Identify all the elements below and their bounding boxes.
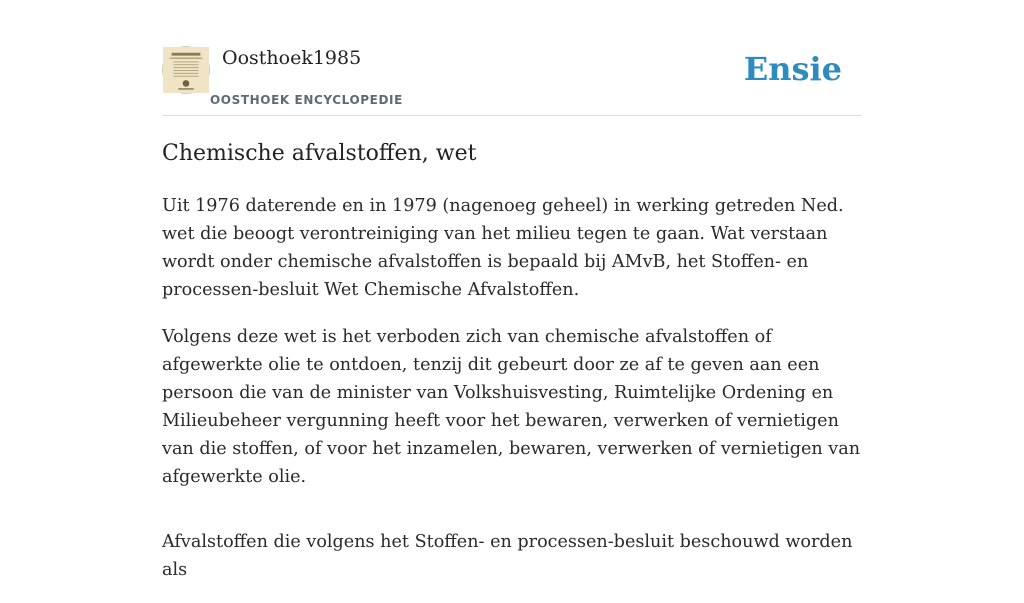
encyclopedia-cover-icon (163, 47, 209, 93)
article-paragraph: Uit 1976 daterende en in 1979 (nagenoeg geheel) in werking getreden Ned. wet die beoogt verontreiniging van het milieu tegen te gaan. Wat verstaan wordt onder chemische afvalstoffen is bepaald bij AMvB, het Stoffen- en processen-besluit Wet Chemische Afvalstoffen. (162, 196, 844, 300)
article-body (162, 192, 862, 603)
article-title: Chemische afvalstoffen, wet (162, 141, 477, 166)
ensie-logo[interactable]: Ensie (743, 50, 842, 88)
header (162, 0, 862, 116)
author-avatar[interactable] (162, 46, 210, 94)
page (162, 0, 862, 580)
article-paragraph: Volgens deze wet is het verboden zich van chemische afvalstoffen of afgewerkte olie te ontdoen, tenzij dit gebeurt door ze af te geven aan een persoon die van de minister van Volkshuisvesting, Ruimtelijke Ordening en Milieubeheer vergunning heeft voor het bewaren, verwerken of vernietigen van die stoffen, of voor het inzamelen, bewaren, verwerken of vernietigen van afgewerkte olie. (162, 327, 861, 487)
source-label[interactable]: OOSTHOEK ENCYCLOPEDIE (210, 93, 403, 107)
author-name[interactable]: Oosthoek1985 (222, 47, 362, 69)
article-paragraph: Afvalstoffen die volgens het Stoffen- en processen-besluit beschouwd worden als (162, 532, 853, 580)
